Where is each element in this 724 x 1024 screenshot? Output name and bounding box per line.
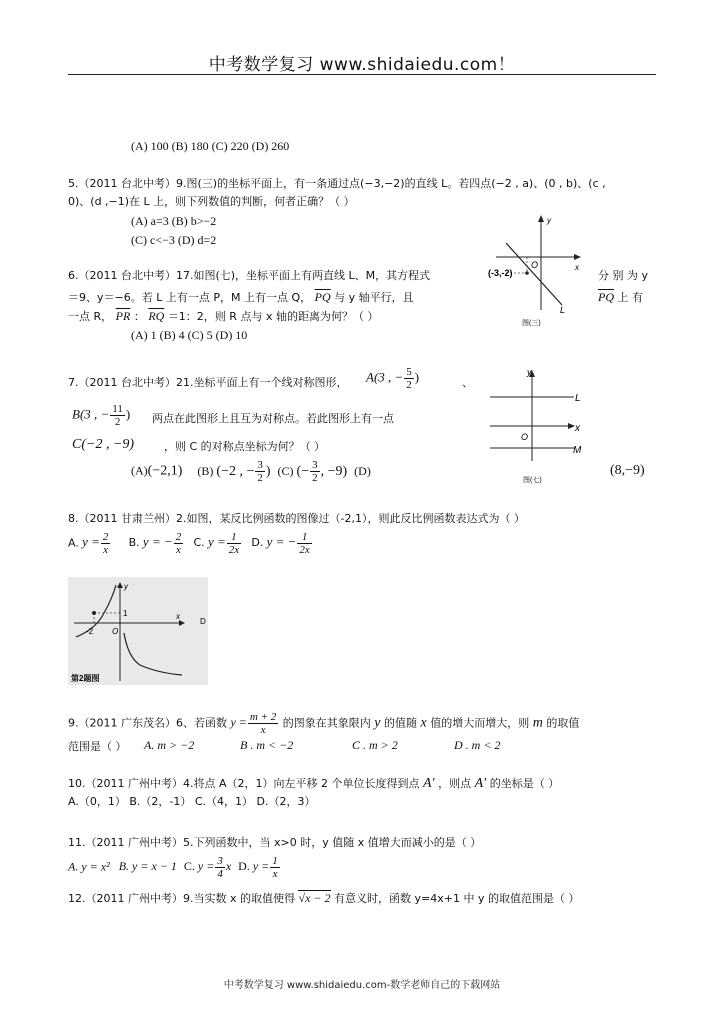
q10-options: A.（0，1） B.（2，-1） C.（4，1） D.（2，3）: [68, 795, 316, 808]
q6-line2-right: [598, 290, 643, 305]
page-footer: 中考数学复习 www.shidaiedu.com-数学老师自己的下载网站: [223, 980, 501, 991]
q7-point-a: A(3 , − $\frac{5}{2}$ ): [366, 366, 420, 391]
page-header: 中考数学复习 www.shidaiedu.com！: [208, 55, 516, 75]
fig-q8-y-label: y: [124, 582, 128, 591]
q11-options: A. y = x² B. y = x − 1 C. y = $\frac{3}{4}$ x D. y = $\frac{1}{x}$: [68, 855, 281, 880]
q6-line3: 一点 R， $\overline{PR}$ ： $\overline{RQ} =1$：2，则 R 点与 x 轴的距离为何？（ ）: [68, 309, 379, 323]
q6-line1-right: 分 别 为 y: [598, 269, 648, 282]
q7-point-b-text: B(3 , −: [72, 406, 110, 422]
q10-point-a2: A′: [474, 776, 487, 791]
q9-function: y = $\frac{m + 2}{x}$: [230, 711, 277, 736]
q9-option-d: D . m < 2: [454, 738, 501, 752]
q9-option-b: B . m < −2: [240, 738, 294, 752]
fig-q8-x-label: x: [176, 612, 180, 621]
q7-option-c: (− $\frac{3}{2}$ , −9): [296, 459, 348, 484]
q7-option-d: (8,−9): [610, 463, 645, 478]
q6-line2-a: ＝9、y＝−6。若 L 上有一点 P，M 上有一点 Q，: [68, 291, 312, 304]
q7-option-b: (−2 , − $\frac{3}{2}$ ): [216, 459, 271, 484]
q5-options-2: (C) c<−3 (D) d=2: [131, 233, 217, 247]
q4-options: (A) 100 (B) 180 (C) 220 (D) 260: [131, 139, 290, 153]
q6-options: (A) 1 (B) 4 (C) 5 (D) 10: [131, 328, 248, 342]
q7-point-b-frac: $\frac{11}{2}$: [112, 403, 123, 428]
figure-3: [486, 215, 586, 340]
fig7-caption: 图(七): [523, 477, 542, 484]
q6-line2-b: 与 y 轴平行，且: [334, 291, 414, 304]
fig3-x-label: x: [575, 263, 579, 272]
q12-line1: 12.（2011 广州中考）9.当实数 x 的取值使得 √x − 2 有意义时，函数 y=4x+1 中 y 的取值范围是（ ）: [68, 891, 580, 905]
fig3-line-label: L: [560, 305, 566, 315]
q6-segment-pq-2: $\overline{PQ}$: [598, 290, 614, 304]
fig3-origin-label: O: [531, 260, 539, 270]
fig7-origin-label: O: [521, 432, 529, 442]
q9-option-a: A. m > −2: [144, 738, 195, 752]
fig-q8-d-label: D: [200, 617, 206, 626]
q5-line1: 5.（2011 台北中考）9.图(三)的坐标平面上，有一条通过点(−3,−2)的直线 L。若四点(−2 , a)、(0 , b)、(c ,: [68, 177, 606, 190]
q8-option-a: y = $\frac{2}{x}$: [82, 531, 109, 556]
q11-option-b: B. y = x − 1: [118, 859, 177, 874]
q7-point-a-frac: $\frac{5}{2}$: [406, 366, 412, 391]
fig-q8-caption: 第2题图: [71, 674, 100, 683]
q8-line1: 8.（2011 甘肃兰州）2.如图，某反比例函数的图像过（-2,1），则此反比例函数表达式为（ ）: [68, 512, 525, 525]
q9-option-c: C . m > 2: [352, 738, 398, 752]
q9-line2: 范围是（ ）: [68, 740, 127, 753]
q12-sqrt: √x − 2: [298, 891, 331, 905]
header-divider: [68, 74, 656, 75]
q7-point-c: C(−2 , −9): [72, 437, 135, 452]
q6-line1: 6.（2011 台北中考）17.如图(七)，坐标平面上有两直线 L、M，其方程式: [68, 269, 431, 282]
fig7-l-label: L: [575, 393, 581, 404]
fig-q8-one-label: 1: [123, 609, 128, 618]
q11-option-c: y = $\frac{3}{4}$ x: [197, 855, 232, 880]
q7-option-a: (−2,1): [147, 463, 183, 479]
q6-line2: [68, 290, 414, 305]
q11-line1: 11.（2011 广州中考）5.下列函数中，当 x>0 时，y 值随 x 值增大而减小的是（ ）: [68, 836, 482, 849]
q7-separator: 、: [462, 376, 473, 389]
q6-line3-b: ＝1：2，则 R 点与 x 轴的距离为何？（ ）: [167, 310, 379, 323]
fig7-x-label: x: [575, 423, 580, 434]
figure-q8: [68, 577, 218, 687]
q8-option-d: y = − $\frac{1}{2x}$: [266, 531, 310, 556]
q8-option-c: y = $\frac{1}{2x}$: [207, 531, 240, 556]
q7-point-b: B(3 , − $\frac{11}{2}$ ): [72, 403, 131, 428]
fig7-x-arrow: [568, 423, 575, 429]
q8-option-b: y = − $\frac{2}{x}$: [142, 531, 182, 556]
q6-segment-pr: $\overline{PR}$: [115, 309, 131, 323]
q7-line2: 两点在此图形上且互为对称点。若此图形上有一点: [152, 412, 394, 425]
fig7-m-label: M: [573, 445, 582, 456]
q7-point-a-text: A(3 , −: [366, 369, 404, 385]
q11-option-d: y = $\frac{1}{x}$: [252, 855, 278, 880]
q9-line1: 9.（2011 广东茂名）6、若函数 y = $\frac{m + 2}{x}$ 的图象在其象限内 y 的值随 x 值的增大而增大，则 m 的取值: [68, 711, 580, 736]
fig-q8-point: [92, 611, 96, 615]
q7-line1: 7.（2011 台北中考）21.坐标平面上有一个线对称图形，: [68, 376, 348, 389]
q7-options: (A)(−2,1) (B) (−2 , − $\frac{3}{2}$ ) (C) (− $\frac{3}{2}$ , −9) (D): [131, 459, 371, 484]
q7-line3: ，则 C 的对称点坐标为何？（ ）: [164, 440, 326, 453]
fig3-line-L: [506, 243, 562, 305]
fig3-y-label: y: [547, 216, 551, 225]
q6-segment-rq: $\overline{RQ}$: [148, 309, 165, 323]
fig3-x-arrow: [574, 254, 581, 260]
q6-line3-a: 一点 R，: [68, 310, 113, 323]
fig-q8-neg2-label: -2: [86, 627, 94, 636]
fig-q8-origin-label: O: [112, 627, 119, 636]
q5-options-1: (A) a=3 (B) b>−2: [131, 214, 217, 228]
q8-options: A. y = $\frac{2}{x}$ B. y = − $\frac{2}{x}$ C. y = $\frac{1}{2x}$ D. y = − $\frac{1}{2x}$: [68, 531, 313, 556]
fig3-point: [525, 271, 529, 275]
q5-line2: 0)、(d ,−1)在 L 上，则下列数值的判断，何者正确？（ ）: [68, 195, 355, 208]
fig7-y-label: y: [527, 367, 532, 377]
fig3-y-arrow: [538, 215, 544, 222]
q10-point-a1: A′: [423, 776, 435, 791]
fig3-caption: 图(三): [522, 320, 541, 327]
fig3-point-label: (-3,-2): [488, 268, 513, 278]
q10-line1: 10.（2011 广州中考）4.将点 A（2，1）向左平移 2 个单位长度得到点 A′ ，则点 A′ 的坐标是（ ）: [68, 776, 560, 791]
figure-7: [486, 365, 591, 485]
q11-option-a: A. y = x²: [68, 859, 110, 874]
q6-line2-c: 上 有: [617, 291, 643, 304]
q6-segment-pq: $\overline{PQ}$: [314, 290, 331, 304]
